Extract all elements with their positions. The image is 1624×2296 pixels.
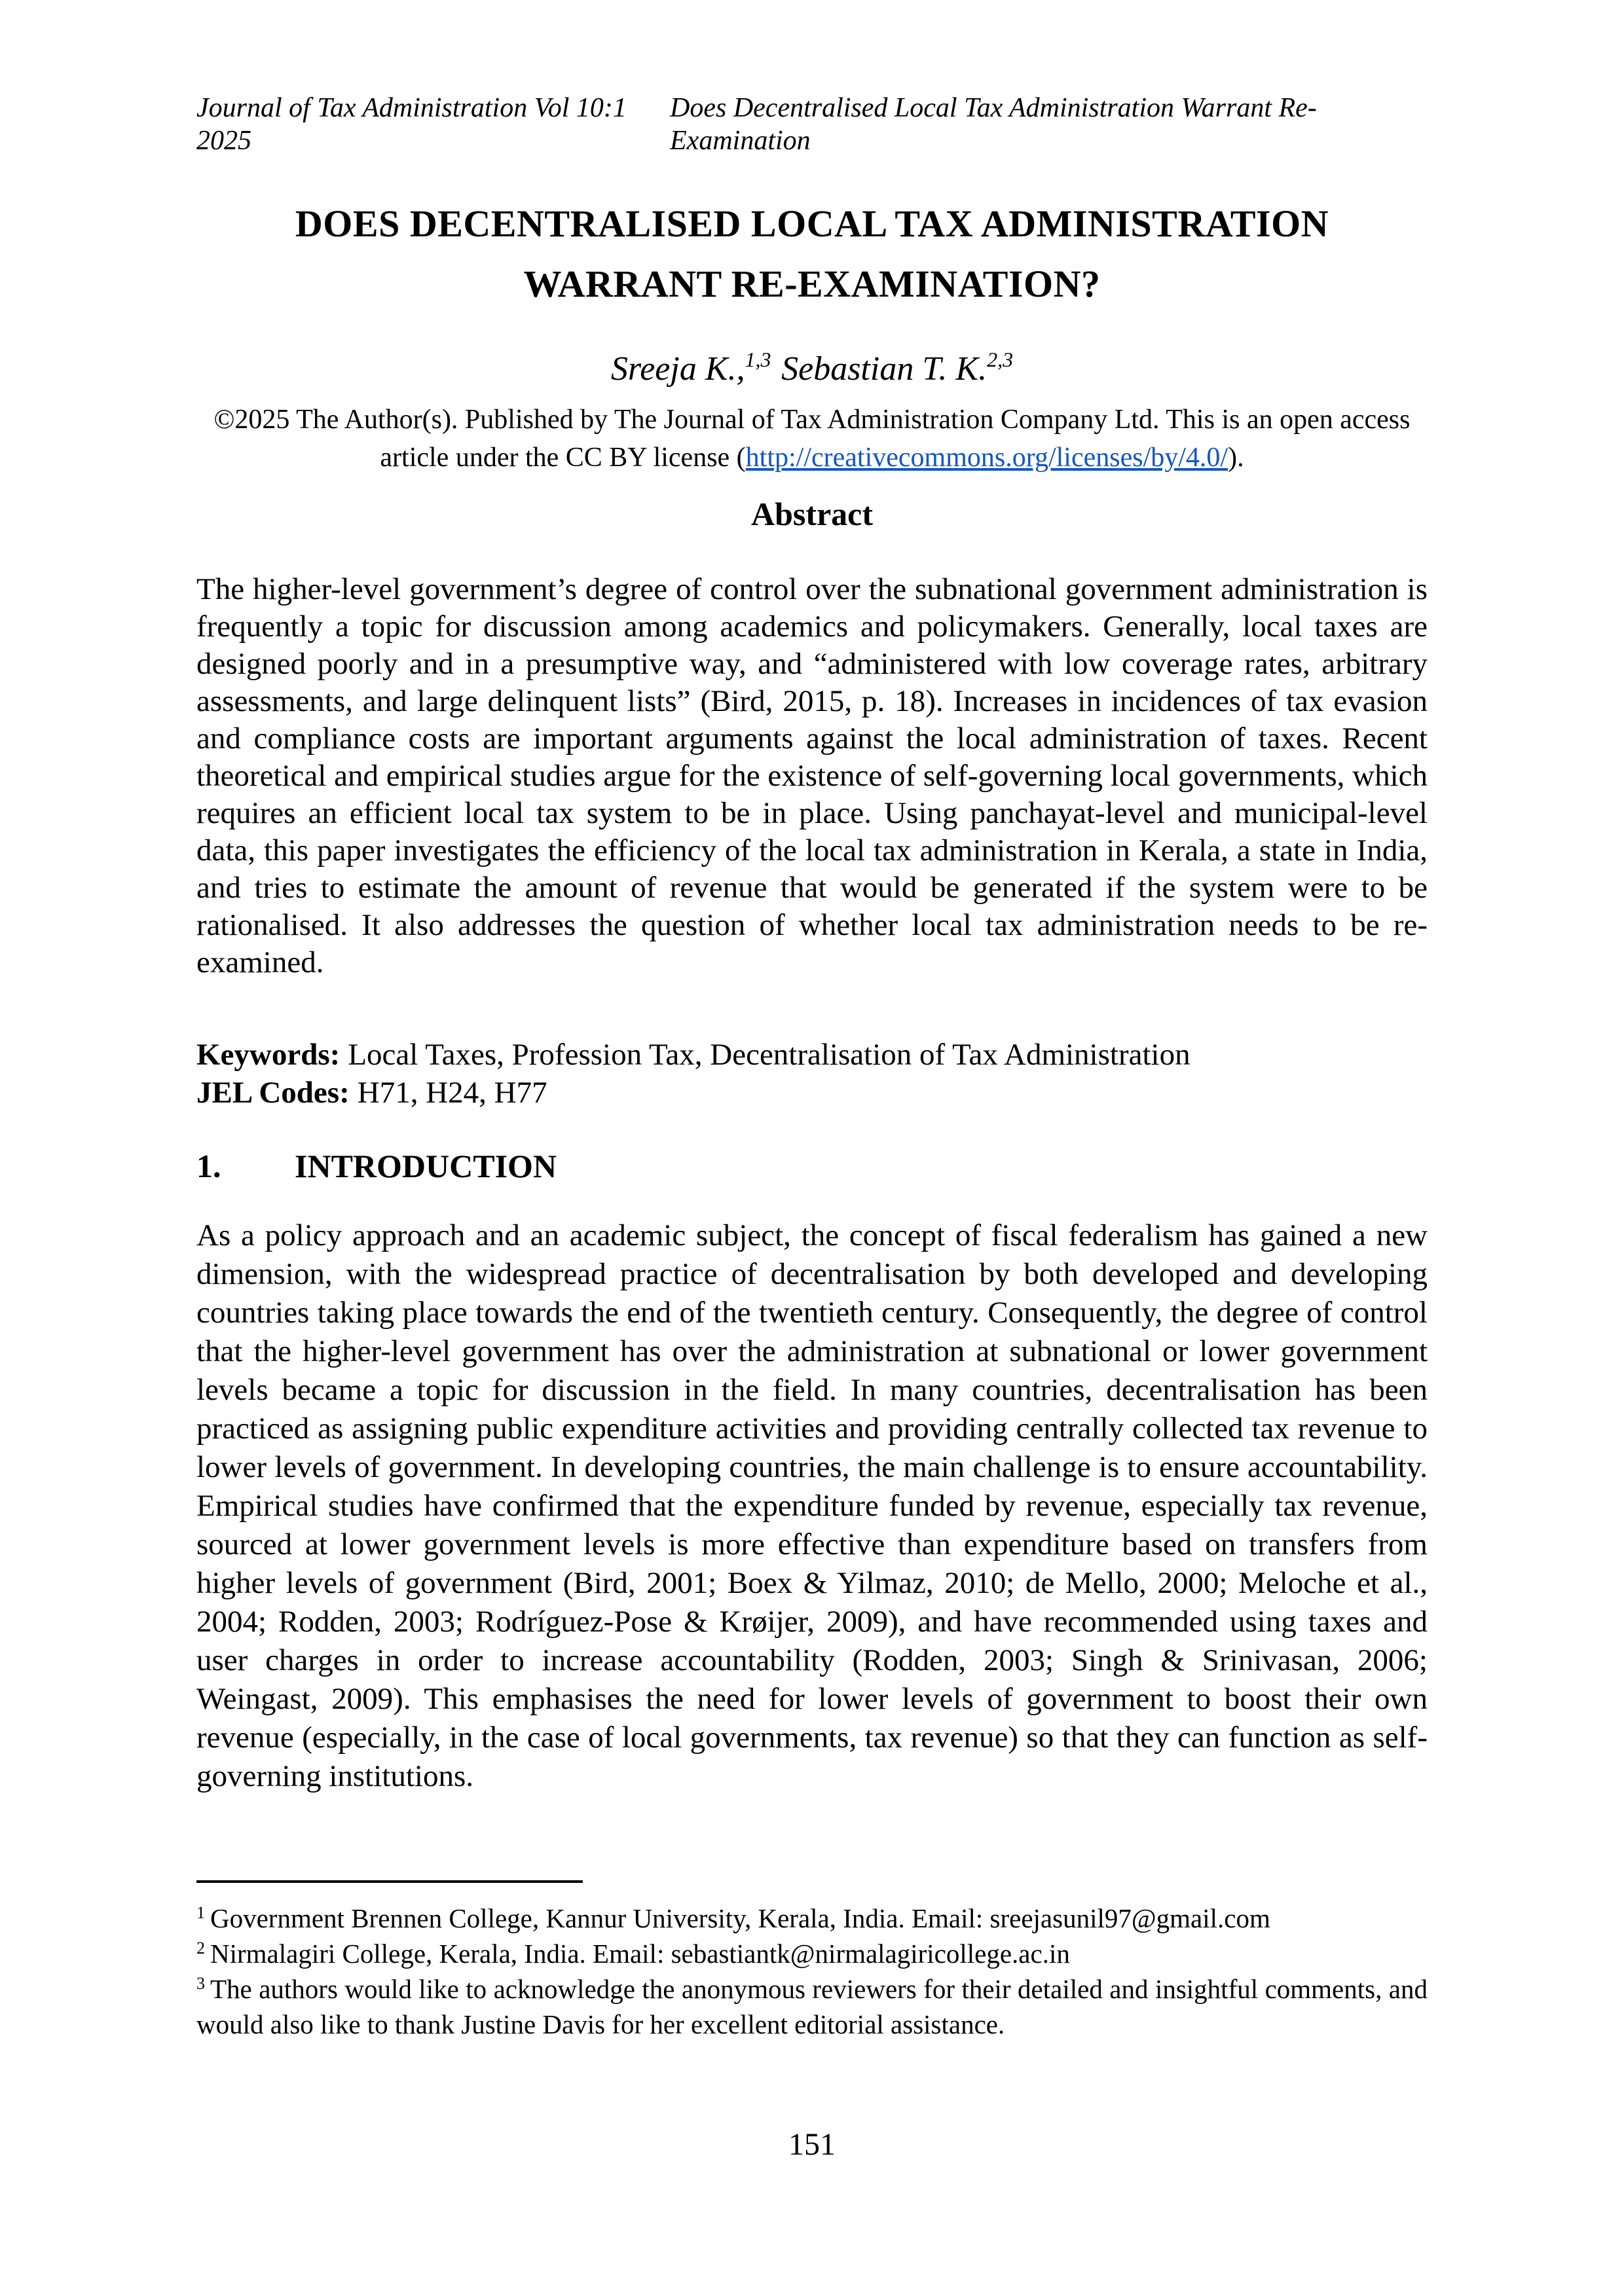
authors-line	[196, 350, 1428, 388]
footnote-2-number: 2	[196, 1939, 205, 1958]
abstract-paragraph: The higher-level government’s degree of control over the subnational government administration is frequently a topic for discussion among academics and policymakers. Generally, local taxes are designed poorly and in a presumptive way, and “administered with low coverage rates, arbitrary assessments, and large delinquent lists” (Bird, 2015, p. 18). Increases in incidences of tax evasion and compliance costs are important arguments against the local administration of taxes. Recent theoretical and empirical studies argue for the existence of self-governing local governments, which requires an efficient local tax system to be in place. Using panchayat-level and municipal-level data, this paper investigates the efficiency of the local tax administration in Kerala, a state in India, and tries to estimate the amount of revenue that would be generated if the system were to be rationalised. It also addresses the question of whether local tax administration needs to be re-examined.	[196, 572, 1428, 979]
abstract-heading: Abstract	[750, 496, 874, 532]
author-first: Sreeja K.,	[610, 350, 745, 388]
jel-codes-line	[196, 1074, 1428, 1112]
paper-title-line1: DOES DECENTRALISED LOCAL TAX ADMINISTRATION	[295, 202, 1329, 245]
footnote-2-text: Nirmalagiri College, Kerala, India. Email: sebastiantk@nirmalagiricollege.ac.in	[210, 1939, 1070, 1969]
footnote-1	[196, 1903, 1428, 1938]
section-number: 1.	[196, 1148, 221, 1184]
footnote-separator-rule	[196, 1880, 583, 1883]
running-header-article: Does Decentralised Local Tax Administration Warrant Re-Examination	[670, 93, 1317, 156]
author-second-affiliation-sup: 2,3	[987, 348, 1014, 371]
copyright-text-before-link: ©2025 The Author(s). Published by The Journal of Tax Administration Company Ltd. This is an open access article under the CC BY license (	[213, 405, 1411, 473]
copyright-text-after-link: ).	[1228, 443, 1244, 473]
jel-codes-text: H71, H24, H77	[357, 1076, 547, 1110]
jel-codes-label: JEL Codes:	[196, 1076, 350, 1110]
footnote-1-text: Government Brennen College, Kannur University, Kerala, India. Email: sreejasunil97@gmail.com	[210, 1903, 1270, 1933]
introduction-paragraph: As a policy approach and an academic subject, the concept of fiscal federalism has gained a new dimension, with the widespread practice of decentralisation by both developed and developing countries taking place towards the end of the twentieth century. Consequently, the degree of control that the higher-level government has over the administration at subnational or lower government levels became a topic for discussion in the field. In many countries, decentralisation has been practiced as assigning public expenditure activities and providing centrally collected tax revenue to lower levels of government. In developing countries, the main challenge is to ensure accountability. Empirical studies have confirmed that the expenditure funded by revenue, especially tax revenue, sourced at lower government levels is more effective than expenditure based on transfers from higher levels of government (Bird, 2001; Boex & Yilmaz, 2010; de Mello, 2000; Meloche et al., 2004; Rodden, 2003; Rodríguez-Pose & Krøijer, 2009), and have recommended using taxes and user charges in order to increase accountability (Rodden, 2003; Singh & Srinivasan, 2006; Weingast, 2009). This emphasises the need for lower levels of government to boost their own revenue (especially, in the case of local governments, tax revenue) so that they can function as self-governing institutions.	[196, 1218, 1428, 1793]
keywords-block	[196, 1036, 1428, 1112]
footnote-1-number: 1	[196, 1903, 205, 1922]
keywords-line	[196, 1036, 1428, 1074]
keywords-text: Local Taxes, Profession Tax, Decentralisation of Tax Administration	[348, 1038, 1190, 1072]
paper-title	[196, 194, 1428, 314]
footnote-3-number: 3	[196, 1974, 205, 1993]
copyright-notice	[196, 401, 1428, 477]
footnote-3	[196, 1973, 1428, 2041]
section-title: INTRODUCTION	[295, 1148, 557, 1184]
cc-by-license-link[interactable]: http://creativecommons.org/licenses/by/4.0/	[745, 443, 1228, 473]
section-heading-introduction	[196, 1147, 1428, 1185]
author-first-affiliation-sup: 1,3	[745, 348, 771, 371]
keywords-label: Keywords:	[196, 1038, 341, 1072]
author-second: Sebastian T. K.	[781, 350, 987, 388]
footnote-block	[196, 1880, 1428, 2041]
paper-title-line2: WARRANT RE-EXAMINATION?	[523, 263, 1101, 305]
footnote-3-text: The authors would like to acknowledge the anonymous reviewers for their detailed and insightful comments, and would also like to thank Justine Davis for her excellent editorial assistance.	[196, 1974, 1428, 2039]
running-header-journal: Journal of Tax Administration Vol 10:1 2025	[196, 93, 627, 156]
page-number: 151	[788, 2127, 836, 2162]
running-header	[196, 92, 1428, 157]
footnote-2	[196, 1938, 1428, 1973]
